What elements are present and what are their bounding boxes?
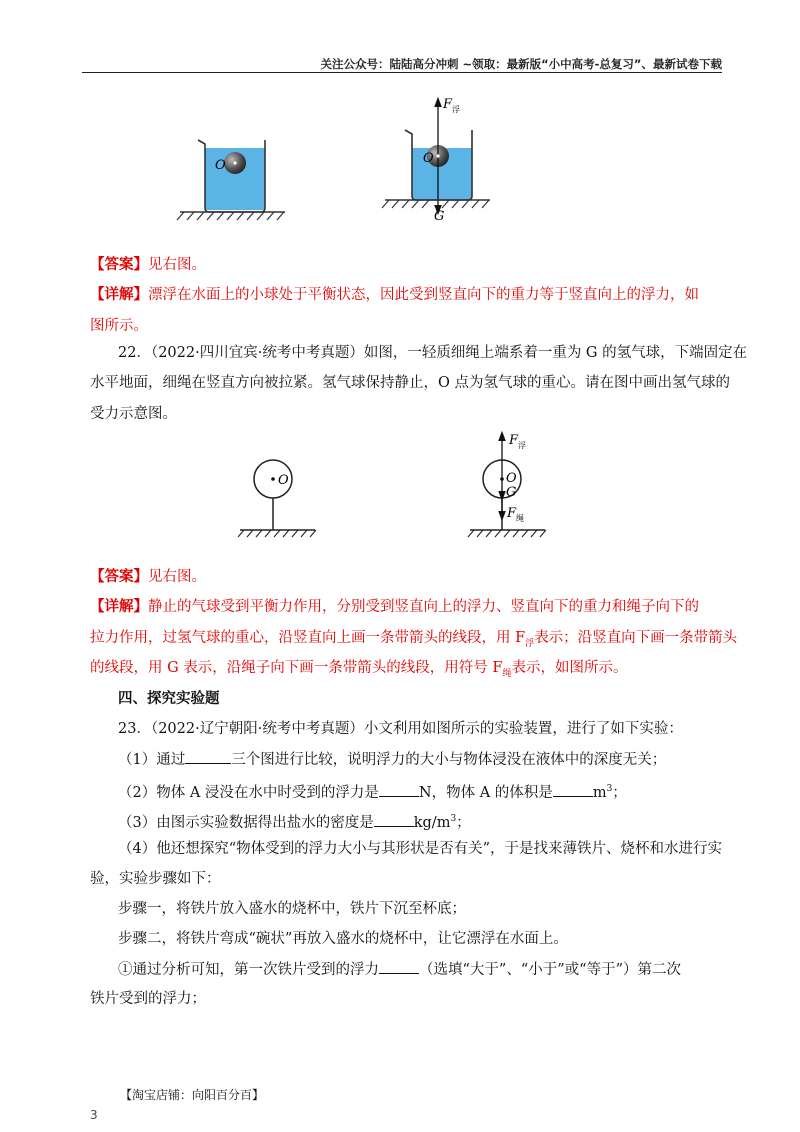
detail-text: 表示，如图所示。 bbox=[511, 660, 628, 676]
force-label-f: F bbox=[509, 433, 519, 448]
detail-2-line1 bbox=[90, 597, 740, 617]
force-label-g: G bbox=[434, 209, 445, 224]
q23-subq1-line2: 铁片受到的浮力； bbox=[90, 991, 206, 1007]
section-title: 四、探究实验题 bbox=[118, 691, 220, 707]
detail-tag: 【详解】 bbox=[90, 598, 148, 615]
detail-text: 漂浮在水面上的小球处于平衡状态，因此受到竖直向下的重力等于竖直向上的浮力，如 bbox=[148, 287, 699, 303]
answer-blank[interactable] bbox=[553, 782, 593, 797]
q22-line2: 水平地面，细绳在竖直方向被拉紧。氢气球保持静止，O 点为氢气球的重心。请在图中画出氢气球的 bbox=[90, 375, 730, 391]
detail-2-line2 bbox=[90, 628, 740, 654]
right-balloon bbox=[468, 433, 546, 537]
q23-step1: 步骤一，将铁片放入盛水的烧杯中，铁片下沉至杯底； bbox=[118, 901, 466, 917]
answer-text: 见右图。 bbox=[148, 569, 206, 585]
header-divider bbox=[82, 72, 722, 73]
q-text: 三个图进行比较，说明浮力的大小与物体浸没在液体中的深度无关； bbox=[231, 752, 667, 768]
detail-1-line2: 图所示。 bbox=[90, 318, 148, 334]
detail-text: 静止的气球受到平衡力作用，分别受到竖直向上的浮力、竖直向下的重力和绳子向下的 bbox=[148, 599, 699, 615]
q23-part4-line2: 验，实验步骤如下： bbox=[90, 871, 221, 887]
q23-part4-line1: （4）他还想探究“物体受到的浮力大小与其形状是否有关”，于是找来薄铁片、烧杯和水进行实 bbox=[118, 841, 723, 857]
force-label-f: F bbox=[443, 97, 453, 112]
force-label-f-sub: 浮 bbox=[452, 105, 460, 114]
q-text: ①通过分析可知，第一次铁片受到的浮力 bbox=[118, 962, 379, 978]
q-text: N，物体 A 的体积是 bbox=[418, 784, 553, 801]
subscript: 浮 bbox=[525, 638, 535, 649]
center-label-o: O bbox=[506, 471, 517, 486]
center-label-o: O bbox=[215, 158, 226, 173]
ground-hatching bbox=[382, 200, 489, 208]
answer-blank[interactable] bbox=[185, 749, 231, 764]
force-label-f-sub: 浮 bbox=[518, 441, 526, 450]
q22-line1: 22．（2022·四川宜宾·统考中考真题）如图，一轻质细绳上端系着一重为 G 的氢气球，下端固定在 bbox=[118, 345, 748, 361]
page-number: 3 bbox=[90, 1108, 98, 1122]
detail-text: 的线段，用 G 表示，沿绳子向下画一条带箭头的线段，用符号 F bbox=[90, 660, 503, 676]
force-label-f-rope: F bbox=[507, 506, 517, 521]
detail-2-line3 bbox=[90, 658, 740, 684]
shop-footer: 【淘宝店铺：向阳百分百】 bbox=[120, 1088, 265, 1102]
superscript: 3 bbox=[606, 784, 613, 794]
answer-2 bbox=[90, 567, 740, 587]
q23-part2 bbox=[118, 779, 768, 803]
answer-tag: 【答案】 bbox=[90, 256, 148, 273]
q-text: （2）物体 A 浸没在水中时受到的浮力是 bbox=[118, 784, 379, 801]
q23-line1: 23．（2022·辽宁朝阳·统考中考真题）小文利用如图所示的实验装置，进行了如下实验： bbox=[118, 721, 683, 737]
force-label-g: G bbox=[506, 485, 517, 500]
detail-text: 表示；沿竖直向下画一条带箭头 bbox=[534, 630, 738, 646]
subscript: 绳 bbox=[502, 668, 512, 679]
figure-balloons bbox=[230, 430, 560, 550]
answer-text: 见右图。 bbox=[148, 257, 206, 273]
q-text: （3）由图示实验数据得出盐水的密度是 bbox=[118, 814, 374, 831]
q22-line3: 受力示意图。 bbox=[90, 406, 177, 422]
detail-1-line1 bbox=[90, 285, 740, 305]
figure-beakers bbox=[170, 88, 490, 228]
q-text: kg/m bbox=[413, 814, 451, 831]
ground-hatching bbox=[468, 530, 546, 537]
superscript: 3 bbox=[450, 814, 457, 824]
ground-hatching bbox=[177, 212, 284, 220]
detail-text: 拉力作用，过氢气球的重心，沿竖直向上画一条带箭头的线段，用 F bbox=[90, 630, 526, 646]
answer-blank[interactable] bbox=[374, 812, 414, 827]
q-text: ； bbox=[612, 784, 627, 801]
answer-tag: 【答案】 bbox=[90, 568, 148, 585]
ground-hatching bbox=[238, 530, 316, 537]
q-text: （1）通过 bbox=[118, 752, 186, 768]
left-balloon bbox=[238, 460, 316, 537]
answer-1 bbox=[90, 255, 740, 275]
answer-blank[interactable] bbox=[379, 782, 419, 797]
center-label-o: O bbox=[278, 473, 289, 488]
q23-part3 bbox=[118, 809, 768, 833]
q-text: ； bbox=[456, 814, 471, 831]
q-text: m bbox=[592, 784, 607, 801]
q23-step2: 步骤二，将铁片弯成“碗状”再放入盛水的烧杯中，让它漂浮在水面上。 bbox=[118, 931, 568, 947]
force-label-f-rope-sub: 绳 bbox=[516, 514, 524, 523]
left-beaker bbox=[177, 140, 285, 220]
detail-tag: 【详解】 bbox=[90, 286, 148, 303]
q-text: （选填“大于”、“小于”或“等于”）第二次 bbox=[419, 962, 681, 978]
q23-part1 bbox=[118, 749, 768, 770]
answer-blank[interactable] bbox=[379, 959, 419, 974]
center-label-o: O bbox=[423, 151, 434, 166]
page-header: 关注公众号：陆陆高分冲刺 ~领取：最新版“小中高考-总复习”、最新试卷下载 bbox=[320, 57, 722, 71]
q23-subq1 bbox=[118, 959, 768, 980]
right-beaker bbox=[382, 97, 490, 224]
